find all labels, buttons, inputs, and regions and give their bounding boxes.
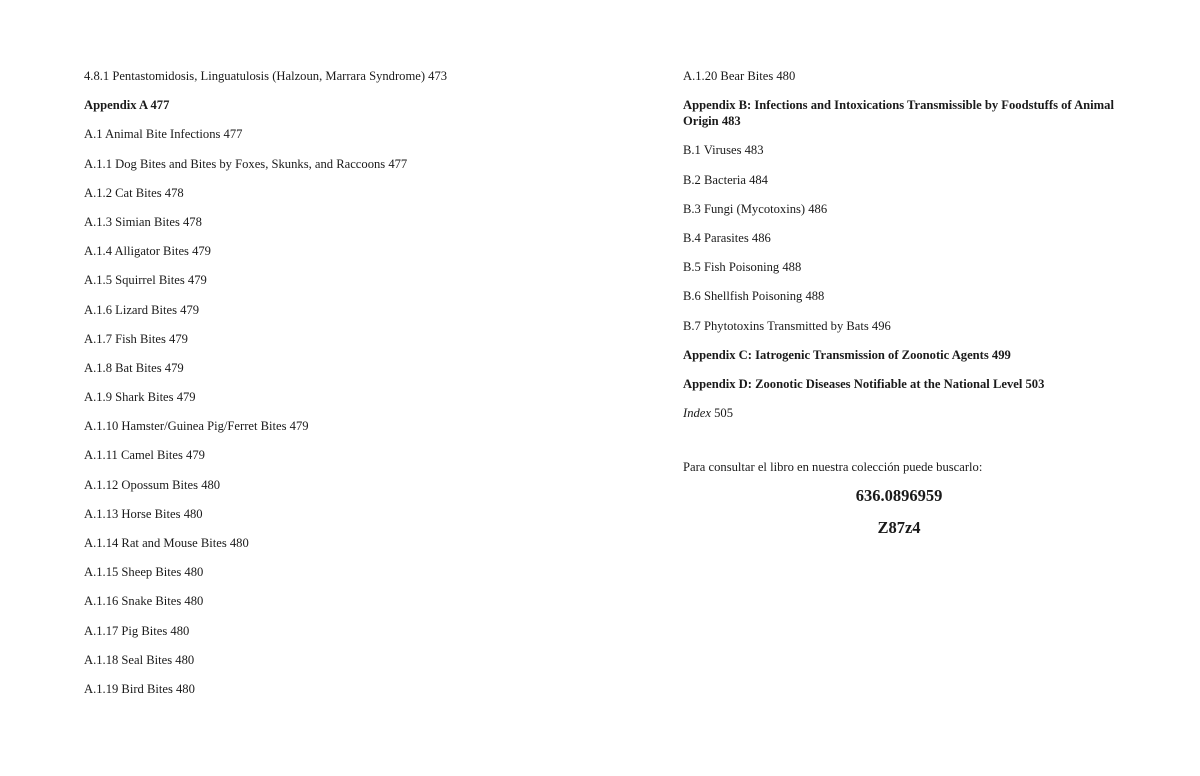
toc-entry: A.1.12 Opossum Bites 480 <box>84 477 221 492</box>
toc-entry: 4.8.1 Pentastomidosis, Linguatulosis (Halzoun, Marrara Syndrome) 473 <box>84 69 448 83</box>
toc-entry: A.1.9 Shark Bites 479 <box>84 390 196 405</box>
toc-entry: A.1.19 Bird Bites 480 <box>84 681 195 696</box>
call-number-class: 636.0896959 <box>855 486 943 506</box>
toc-entry: A.1.1 Dog Bites and Bites by Foxes, Skunks, and Raccoons 477 <box>84 156 408 171</box>
toc-entry: A.1.10 Hamster/Guinea Pig/Ferret Bites 479 <box>84 419 309 434</box>
toc-entry: A.1.11 Camel Bites 479 <box>84 448 205 463</box>
toc-right-column <box>683 68 1123 538</box>
index-page: 505 <box>710 406 734 421</box>
toc-entry: A.1.3 Simian Bites 478 <box>84 214 202 229</box>
toc-entry: A.1.13 Horse Bites 480 <box>84 506 203 521</box>
toc-entry: B.4 Parasites 486 <box>683 230 771 245</box>
toc-right-entries <box>683 68 1123 392</box>
toc-entry: A.1.20 Bear Bites 480 <box>683 69 796 83</box>
toc-entry: A.1.15 Sheep Bites 480 <box>84 565 204 580</box>
toc-entry: A.1.17 Pig Bites 480 <box>84 623 190 638</box>
toc-entry: B.3 Fungi (Mycotoxins) 486 <box>683 201 828 216</box>
toc-entry: A.1 Animal Bite Infections 477 <box>84 127 243 142</box>
toc-entry: A.1.16 Snake Bites 480 <box>84 594 204 609</box>
toc-entry: Appendix D: Zoonotic Diseases Notifiable at the National Level 503 <box>683 376 1045 391</box>
toc-entry: B.6 Shellfish Poisoning 488 <box>683 289 825 304</box>
toc-entry: B.1 Viruses 483 <box>683 143 764 158</box>
library-note: Para consultar el libro en nuestra colección puede buscarlo: <box>683 460 983 475</box>
toc-entry: A.1.6 Lizard Bites 479 <box>84 302 200 317</box>
index-label: Index <box>683 406 711 421</box>
toc-entry: A.1.18 Seal Bites 480 <box>84 652 195 667</box>
toc-entry: B.2 Bacteria 484 <box>683 172 768 187</box>
toc-entry: Appendix A 477 <box>84 98 170 113</box>
toc-left-column <box>84 68 604 710</box>
toc-entry: A.1.4 Alligator Bites 479 <box>84 244 211 259</box>
toc-entry: A.1.8 Bat Bites 479 <box>84 360 184 375</box>
toc-entry: Appendix B: Infections and Intoxications Transmissible by Foodstuffs of Animal Origin 483 <box>683 98 1114 129</box>
toc-entry: A.1.2 Cat Bites 478 <box>84 185 184 200</box>
toc-entry-index <box>683 405 1123 421</box>
toc-entry: Appendix C: Iatrogenic Transmission of Zoonotic Agents 499 <box>683 347 1011 362</box>
toc-entry: A.1.7 Fish Bites 479 <box>84 331 188 346</box>
call-number-cutter: Z87z4 <box>877 518 921 538</box>
toc-entry: B.7 Phytotoxins Transmitted by Bats 496 <box>683 318 891 333</box>
toc-entry: B.5 Fish Poisoning 488 <box>683 260 802 275</box>
toc-entry: A.1.5 Squirrel Bites 479 <box>84 273 207 288</box>
toc-entry: A.1.14 Rat and Mouse Bites 480 <box>84 536 249 550</box>
